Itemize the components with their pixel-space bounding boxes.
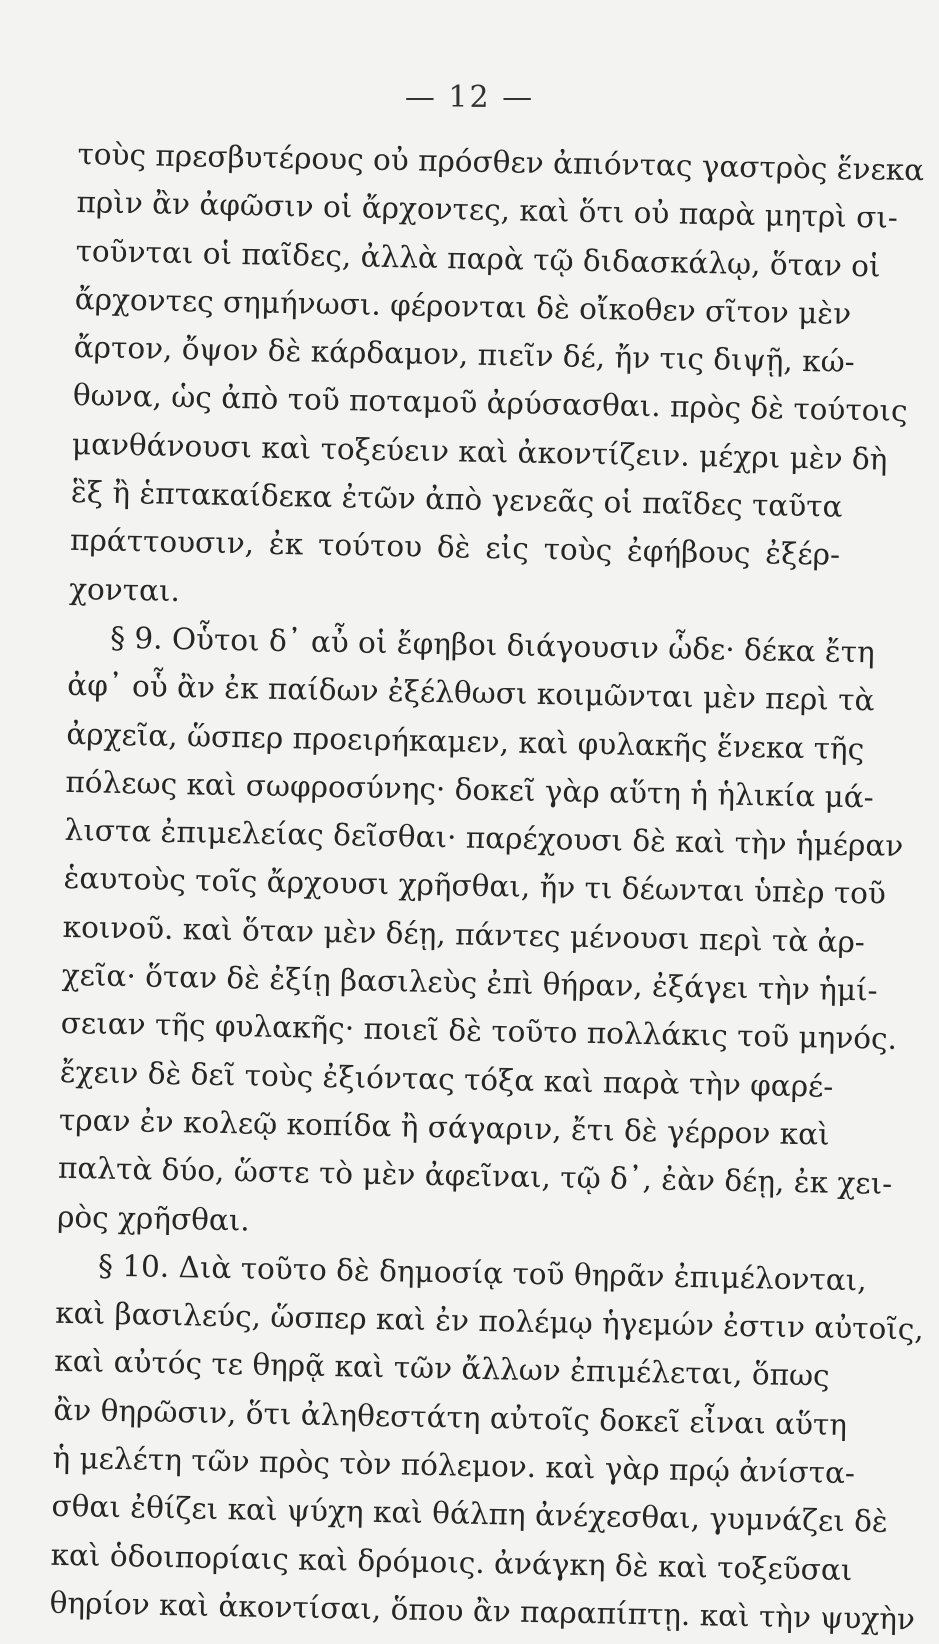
text-line: καὶ αὐτός τε θηρᾷ καὶ τῶν ἄλλων ἐπιμέλεται, ὅπως [54,1344,830,1394]
text-line: § 10. Διὰ τοῦτο δὲ δημοσίᾳ τοῦ θηρᾶν ἐπιμέλονται, [97,1248,868,1298]
text-line: καὶ ὁδοιπορίαις καὶ δρόμοις. ἀνάγκη δὲ καὶ τοξεῦσαι [50,1537,853,1587]
text-line: σθαι ἐθίζει καὶ ψύχη καὶ θάλπη ἀνέχεσθαι, γυμνάζει δὲ [51,1489,889,1540]
text-line: ἄρτον, ὄψον δὲ κάρδαμον, πιεῖν δέ, ἤν τις διψῇ, κώ- [73,330,856,380]
text-line: ἑαυτοὺς τοῖς ἄρχουσι χρῆσθαι, ἤν τι δέωνται ὑπὲρ τοῦ [63,861,887,912]
text-line: χεῖα· ὅταν δὲ ἐξίῃ βασιλεὺς ἐπὶ θήραν, ἐξάγει τὴν ἡμί- [61,957,878,1008]
page-number: — 12 — [404,80,535,115]
text-line: § 9. Οὗτοι δ᾽ αὖ οἱ ἔφηβοι διάγουσιν ὧδε· δέκα ἔτη [109,620,876,670]
text-line: μανθάνουσι καὶ τοξεύειν καὶ ἀκοντίζειν. μέχρι μὲν δὴ [71,426,888,477]
text-line: τοῦνται οἱ παῖδες, ἀλλὰ παρὰ τῷ διδασκάλῳ, ὅταν οἱ [75,233,881,284]
text-line: θωνα, ὡς ἀπὸ τοῦ ποταμοῦ ἀρύσασθαι. πρὸς δὲ τούτοις [72,378,908,429]
text-line: ἀφ᾽ οὗ ἂν ἐκ παίδων ἐξέλθωσι κοιμῶνται μὲν περὶ τὰ [67,668,875,718]
text-line: ἡ μελέτη τῶν πρὸς τὸν πόλεμον. καὶ γὰρ πρῴ ἀνίστα- [52,1440,856,1491]
text-line: ἓξ ἢ ἑπτακαίδεκα ἐτῶν ἀπὸ γενεᾶς οἱ παῖδες ταῦτα [70,475,843,524]
text-line: καὶ βασιλεύς, ὥσπερ καὶ ἐν πολέμῳ ἡγεμών ἐστιν αὐτοῖς, [54,1295,925,1347]
text-line: ρὸς χρῆσθαι. [56,1199,251,1238]
text-line: ἀρχεῖα, ὥσπερ προειρήκαμεν, καὶ φυλακῆς ἕνεκα τῆς [66,716,865,766]
text-line: τραν ἐν κολεῷ κοπίδα ἢ σάγαριν, ἔτι δὲ γέρρον καὶ [58,1102,830,1152]
body-text [49,130,925,1642]
text-line: λιστα ἐπιμελείας δεῖσθαι· παρέχουσι δὲ καὶ τὴν ἡμέραν [64,813,904,864]
text-line: παλτὰ δύο, ὥστε τὸ μὲν ἀφεῖναι, τῷ δ᾽, ἐὰν δέῃ, ἐκ χει- [57,1151,893,1202]
text-line: πόλεως καὶ σωφροσύνης· δοκεῖ γὰρ αὕτη ἡ ἡλικία μά- [65,764,874,815]
text-line: πράττουσιν, ἐκ τούτου δὲ εἰς τοὺς ἐφήβους ἐξέρ- [69,523,841,573]
text-line: ἔχειν δὲ δεῖ τοὺς ἐξιόντας τόξα καὶ παρὰ τὴν φαρέ- [59,1054,834,1104]
text-line: πρὶν ἂν ἀφῶσιν οἱ ἄρχοντες, καὶ ὅτι οὐ παρὰ μητρὶ σι- [76,185,899,236]
text-line: ἂν θηρῶσιν, ὅτι ἀληθεστάτη αὐτοῖς δοκεῖ εἶναι αὕτη [53,1392,848,1442]
text-line: θηρίον καὶ ἀκοντίσαι, ὅπου ἂν παραπίπτῃ. καὶ τὴν ψυχὴν [49,1585,916,1637]
text-line: κοινοῦ. καὶ ὅταν μὲν δέῃ, πάντες μένουσι περὶ τὰ ἀρ- [62,909,866,960]
text-line: ἄρχοντες σημήνωσι. φέρονται δὲ οἴκοθεν σῖτον μὲν [74,281,852,331]
text-line: σειαν τῆς φυλακῆς· ποιεῖ δὲ τοῦτο πολλάκις τοῦ μηνός. [60,1006,898,1057]
text-line: τοὺς πρεσβυτέρους οὐ πρόσθεν ἀπιόντας γαστρὸς ἕνεκα [77,136,925,188]
text-line: χονται. [68,571,181,608]
